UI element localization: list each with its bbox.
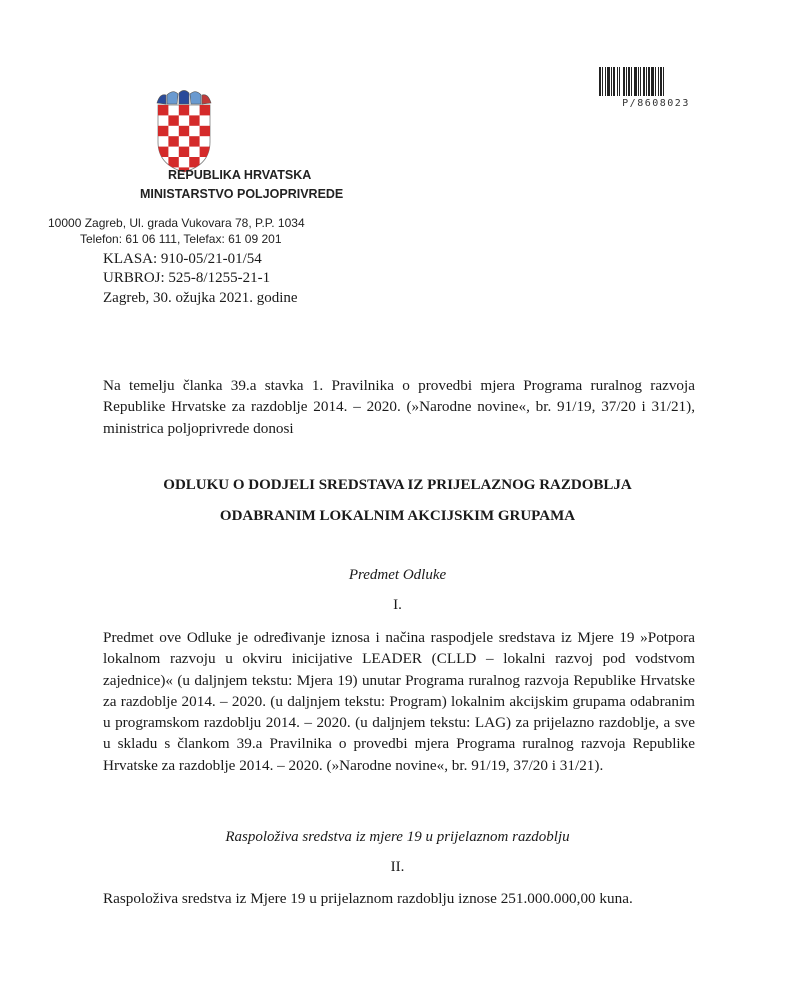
country-name: REPUBLIKA HRVATSKA (168, 168, 312, 182)
document-date: Zagreb, 30. ožujka 2021. godine (103, 290, 298, 306)
section-1-heading: Predmet Odluke (348, 567, 447, 583)
document-title-line-2: ODABRANIM LOKALNIM AKCIJSKIM GRUPAMA (219, 508, 576, 524)
urbroj-number: URBROJ: 525-8/1255-21-1 (103, 270, 271, 286)
barcode (597, 67, 715, 107)
ministry-phone: Telefon: 61 06 111, Telefax: 61 09 201 (80, 232, 282, 246)
section-2-paragraph: Raspoloživa sredstva iz Mjere 19 u prijelaznom razdoblju iznose 251.000.000,00 kuna. (103, 890, 633, 907)
section-2-heading: Raspoloživa sredstva iz mjere 19 u prijelaznom razdoblju (225, 829, 570, 845)
barcode-number: P/8608023 (622, 98, 690, 109)
barcode-bars (597, 67, 715, 97)
section-2-number: II. (390, 859, 405, 875)
section-1-paragraph: Predmet ove Odluke je određivanje iznosa i načina raspodjele sredstava iz Mjere 19 »Potpora lokalnom razvoju u okviru inicijative LEADER (CLLD – lokalni razvoj pod vodstvom zajednice)« (u daljnjem tekstu: Mjera 19) unutar Programa ruralnog razvoja Republike Hrvatske za razdoblje 2014. – 2020. (u daljnjem tekstu: Program) lokalnim akcijskim grupama odabranim u programskom razdoblju 2014. – 2020. (u daljnjem tekstu: LAG) za prijelazno razdoblje, a sve u skladu s člankom 39.a Pravilnika o provedbi mjera Programa ruralnog razvoja Republike Hrvatske za razdoblje 2014. – 2020. (»Narodne novine«, br. 91/19, 37/20 i 31/21). (103, 629, 695, 774)
document-title-line-1: ODLUKU O DODJELI SREDSTAVA IZ PRIJELAZNOG RAZDOBLJA (163, 477, 632, 493)
coat-of-arms-icon (155, 90, 213, 174)
ministry-address: 10000 Zagreb, Ul. grada Vukovara 78, P.P. 1034 (48, 216, 305, 230)
klasa-number: KLASA: 910-05/21-01/54 (103, 251, 262, 267)
ministry-name: MINISTARSTVO POLJOPRIVREDE (140, 187, 344, 201)
preamble-paragraph: Na temelju članka 39.a stavka 1. Pravilnika o provedbi mjera Programa ruralnog razvoja Republike Hrvatske za razdoblje 2014. – 2020. (»Narodne novine«, br. 91/19, 37/20 i 31/21), ministrica poljoprivrede donosi (103, 377, 695, 437)
section-1-number: I. (393, 597, 402, 613)
